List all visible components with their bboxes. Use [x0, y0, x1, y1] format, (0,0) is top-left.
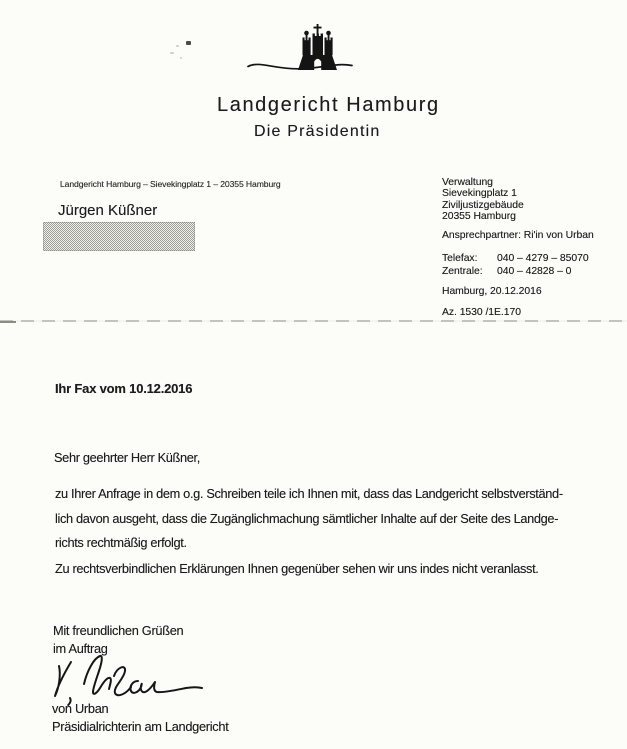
phone-label: Telefax: [442, 253, 478, 264]
office-address-line: Ziviljustizgebäude [442, 199, 524, 211]
scan-artifact [170, 52, 174, 54]
closing-greeting: Mit freundlichen Grüßen [53, 623, 184, 638]
redacted-address-block [43, 222, 195, 251]
date-line: Hamburg, 20.12.2016 [442, 286, 542, 297]
letterhead-role: Die Präsidentin [254, 123, 381, 140]
phone-block [442, 253, 612, 278]
phone-value: 040 – 42828 – 0 [497, 265, 572, 277]
scan-artifact [180, 57, 182, 59]
closing-per-pro: im Auftrag [53, 641, 108, 656]
signer-name: von Urban [52, 701, 109, 716]
subject-line: Ihr Fax vom 10.12.2016 [55, 381, 193, 396]
signer-title: Präsidialrichterin am Landgericht [52, 719, 229, 734]
paragraph-1 [55, 482, 563, 556]
paragraph-2: Zu rechtsverbindlichen Erklärungen Ihnen gegenüber sehen wir uns indes nicht veranlasst. [55, 561, 539, 576]
scan-artifact [186, 41, 191, 45]
office-address-line: Sievekingplatz 1 [442, 188, 517, 200]
handwritten-signature [50, 651, 205, 707]
letterhead-org-name: Landgericht Hamburg [217, 94, 440, 116]
office-address-line: 20355 Hamburg [442, 210, 516, 222]
contact-person-line: Ansprechpartner: Ri'in von Urban [442, 230, 594, 241]
phone-row [442, 266, 612, 279]
paragraph-line: richts rechtmäßig erfolgt. [55, 535, 187, 550]
paragraph-line: zu Ihrer Anfrage in dem o.g. Schreiben teile ich Ihnen mit, dass das Landgericht selbstverständ- [55, 486, 563, 501]
scan-artifact-line [0, 320, 627, 322]
paragraph-line: lich davon ausgeht, dass die Zugänglichmachung sämtlicher Inhalte auf der Seite des Landge- [55, 510, 559, 526]
return-address-line: Landgericht Hamburg – Sievekingplatz 1 – 20355 Hamburg [60, 179, 281, 189]
phone-value: 040 – 4279 – 85070 [497, 253, 589, 264]
reference-number: Az. 1530 /1E.170 [442, 307, 521, 318]
scan-artifact [176, 45, 179, 47]
recipient-name: Jürgen Küßner [58, 202, 158, 219]
scan-artifact [0, 321, 16, 323]
phone-row [442, 253, 612, 266]
salutation: Sehr geehrter Herr Küßner, [54, 450, 200, 465]
office-address-line: Verwaltung [442, 177, 493, 188]
hamburg-castle-logo-icon [245, 22, 355, 72]
office-address-block [442, 177, 524, 222]
phone-label: Zentrale: [442, 265, 483, 277]
